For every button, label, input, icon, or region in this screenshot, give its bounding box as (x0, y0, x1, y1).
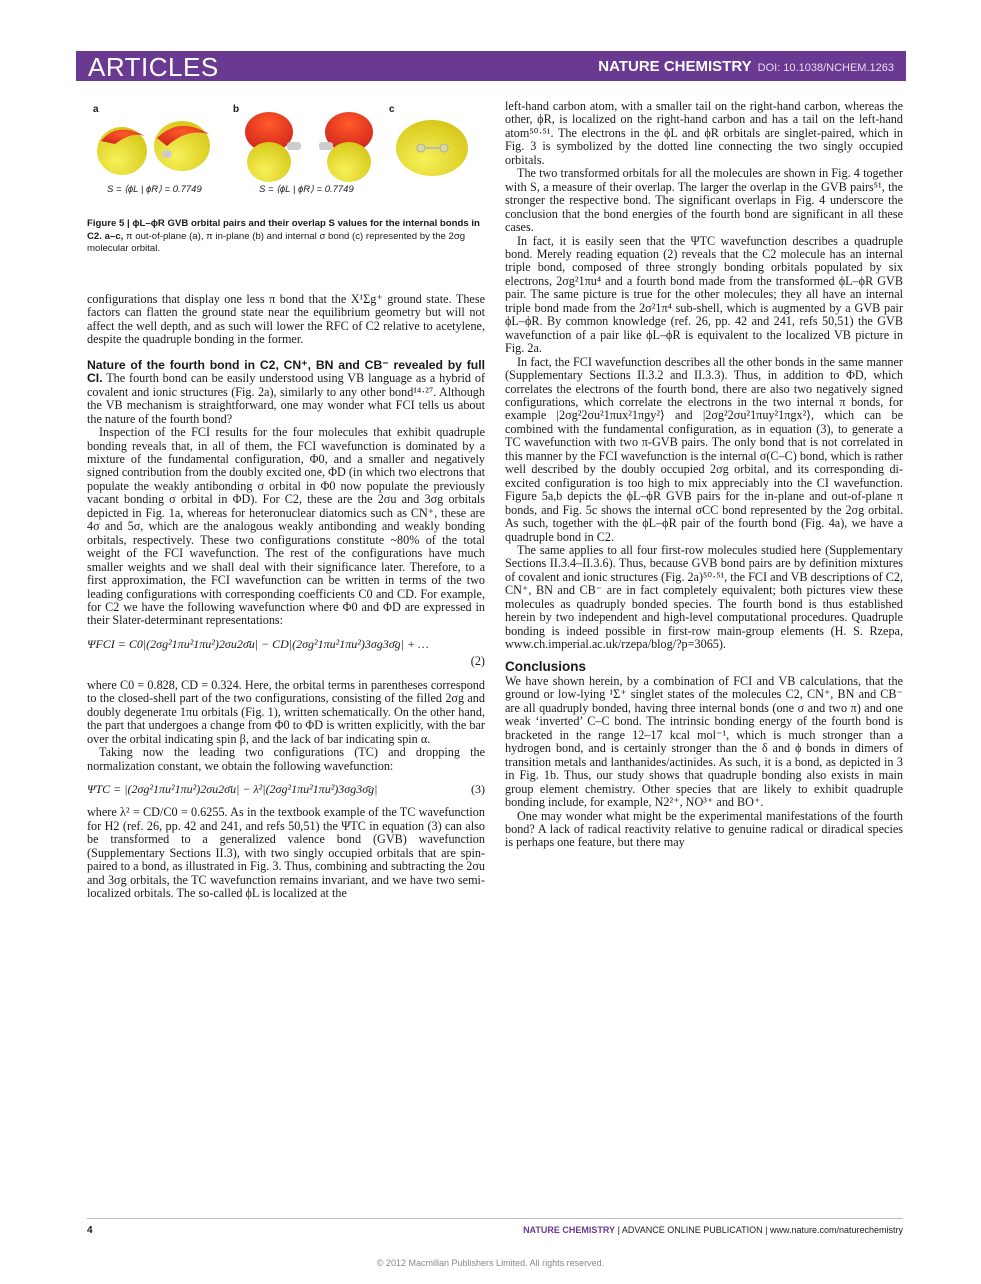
header-banner (76, 51, 906, 81)
orbital-pair-b (245, 112, 373, 182)
paragraph: Inspection of the FCI results for the four molecules that exhibit quadruple bonding reveals that, in all of them, the FCI wavefunction is dominated by a mixture of the fundamental configuration, Φ0, and a smaller and negatively signed contribution from the doubly excited one, ΦD (in which two electrons that populate the weakly antibonding σ orbital in Φ0 now populate the previously vacant bonding σ orbital in ΦD). For C2, these are the 2σu and 3σg orbitals depicted in Fig. 1a, whereas for heteronuclear diatomics such as CN⁺, these are 4σ and 5σ, which are the analogous weakly antibonding and weakly bonding orbitals, respectively. These two configurations constitute ~80% of the total weight of the FCI wavefunction. The rest of the configurations have much smaller weights and we shall deal with their significance later. Therefore, to a first approximation, the FCI wavefunction can be written in terms of the two leading configurations with corresponding coefficients C0 and CD. For example, for C2 we have the following wavefunction where Φ0 and ΦD are expressed in their Slater-determinant representations: (87, 425, 485, 628)
equation-2 (87, 638, 485, 651)
equation-text: ΨFCI = C0|(2σg²1πu²1πu²)2σu2σ̄u| − CD|(2σg²1πu²1πu²)3σg3σ̄g| + … (87, 636, 429, 651)
section-heading: Conclusions (505, 658, 587, 674)
paragraph: where C0 = 0.828, CD = 0.324. Here, the orbital terms in parentheses correspond to the closed-shell part of the two configurations, consisting of the filled 2σg and doubly degenerate 1πu orbitals (Fig. 1), written schematically. On the other hand, the part that undergoes a change from Φ0 to ΦD is written explicitly, with the bar over the orbital indicating spin β, and the lack of bar indicating spin α. (87, 677, 485, 746)
orbital-pair-a (97, 121, 210, 175)
paragraph: Taking now the leading two configurations (TC) and dropping the normalization constant, we obtain the following wavefunction: (87, 745, 485, 773)
overlap-value-b: S = ⟨ϕL | ϕR⟩ = 0.7749 (259, 184, 354, 195)
paragraph: In fact, the FCI wavefunction describes all the other bonds in the same manner (Supplementary Sections II.3.2 and II.3.3). Thus, in addition to ΦD, which correlates the electrons of the fourth bond, there are also two negatively signed configurations, which correlate the electrons in the two internal π bonds, for example |2σg²2σu²1πux²1πgy²⟩ and |2σg²2σu²1πuy²1πgx²⟩, which can be combined with the fundamental configuration, as in equation (3), to generate a TC wavefunction with two π-GVB pairs. The only bond that is not correlated in this manner by the FCI wavefunction is the internal σ(C–C) bond, which is rather well described by the doubly occupied 2σg orbital, and its corresponding di-excited configuration is too high to mix appreciably into the CI wavefunction. Figure 5a,b depicts the ϕL–ϕR GVB pairs for the in-plane and out-of-plane π bonds, and Fig. 5c shows the internal σCC bond represented by the 2σg orbital. As such, together with the ϕL–ϕR pair of the fourth bond (Fig. 4a), we have a quadruple bond in C2. (505, 354, 903, 544)
paragraph: The same applies to all four first-row molecules studied here (Supplementary Sections II.3.4–II.3.6). Thus, because GVB bond pairs are by definition mixtures of covalent and ionic structures (Fig. 2a)⁵⁰·⁵¹, the FCI and VB descriptions of C2, CN⁺, BN and CB⁻ are in fact completely equivalent; both pictures view these molecules as quadruply bonded species. The fourth bond is thus established herein by two independent and high-level computational procedures. Quadruple bonding is indeed possible in first-row main-group elements (H. S. Rzepa, www.ch.imperial.ac.uk/rzepa/blog/?p=3065). (505, 542, 903, 652)
equation-number: (2) (470, 654, 485, 669)
page-number: 4 (87, 1225, 93, 1236)
journal-name: NATURE CHEMISTRY (598, 58, 752, 75)
paragraph: The two transformed orbitals for all the molecules are shown in Fig. 4 together with S, a measure of their overlap. The larger the overlap in the GVB pairs⁵¹, the stronger the respective bond. The significant overlaps in Fig. 4 underscore the conclusion that the bond energies of the fourth bond are significant in all these cases. (505, 166, 903, 235)
equation-number: (3) (471, 781, 485, 796)
right-column (505, 100, 903, 850)
orbital-images (87, 96, 485, 196)
journal-header (598, 58, 894, 75)
copyright: © 2012 Macmillan Publishers Limited. All rights reserved. (376, 1258, 605, 1268)
footer-journal (523, 1225, 903, 1235)
paragraph: left-hand carbon atom, with a smaller tail on the right-hand carbon, whereas the other, ϕR, is localized on the right-hand carbon and has a tail on the left-hand atom⁵⁰·⁵¹. The electrons in the ϕL and ϕR orbitals are singlet-paired, which in Fig. 3 is symbolized by the dotted line connecting the two singly occupied orbitals. (505, 99, 903, 167)
paragraph: In fact, it is easily seen that the ΨTC wavefunction describes a quadruple bond. Merely reading equation (2) reveals that the C2 molecule has an internal triple bond, composed of three strongly bonding orbitals populated by six electrons, 2σg²1πu⁴ and a fourth bond made from the transformed ϕL–ϕR GVB pair. The same picture is true for the other molecules; they all have an internal triple bond made from the 2σ²1π⁴ sub-shell, which is augmented by a GVB pair ϕL–ϕR. By common knowledge (ref. 26, pp. 42 and 241, refs 50,51) the GVB wavefunction of a pair like ϕL–ϕR is equivalent to the localized VB picture in Fig. 2a. (505, 233, 903, 356)
doi-label: DOI: 10.1038/NCHEM.1263 (757, 62, 894, 74)
orbital-sigma-c (396, 120, 468, 176)
equation-3 (87, 783, 485, 796)
paragraph: configurations that display one less π bond that the X¹Σg⁺ ground state. These factors can flatten the ground state near the equilibrium geometry but will not affect the well depth, and as such will lower the RFC of C2 relative to acetylene, despite the quadruple bonding in the former. (87, 292, 485, 347)
caption-text: π out-of-plane (a), π in-plane (b) and internal σ bond (c) represented by the 2σg molecular orbital. (87, 230, 466, 254)
footer-rule (87, 1218, 903, 1219)
paragraph-text: The fourth bond can be easily understood using VB language as a hybrid of covalent and ionic structures (Fig. 2a), similarly to any other bond¹⁴·²⁷. Although the VB mechanism is straightforward, one may wonder what FCI tells us about the nature of the fourth bond? (87, 371, 485, 426)
paragraph: One may wonder what might be the experimental manifestations of the fourth bond? A lack of radical reactivity relative to genuine radical or diradical species is perhaps one feature, but there may (505, 808, 903, 850)
paragraph: where λ² = CD/C0 = 0.6255. As in the textbook example of the TC wavefunction for H2 (ref. 26, pp. 42 and 241, and refs 50,51) the ΨTC in equation (3) can also be transformed to a generalized valence bond (GVB) wavefunction (Supplementary Sections II.3), with two singly occupied orbitals that are spin-paired to a bond, as illustrated in Fig. 3. Thus, combining and subtracting the 2σu and 3σg orbitals, the TC wavefunction remains invariant, and we have two semi-localized orbitals. The so-called ϕL is localized at the (87, 805, 485, 901)
paragraph (87, 359, 485, 426)
footer-info: | ADVANCE ONLINE PUBLICATION | www.nature.com/naturechemistry (615, 1225, 903, 1235)
left-column (87, 293, 485, 901)
footer-journal-name: NATURE CHEMISTRY (523, 1225, 616, 1235)
panel-a-label: a (93, 104, 99, 115)
overlap-value-a: S = ⟨ϕL | ϕR⟩ = 0.7749 (107, 184, 202, 195)
section-label: ARTICLES (88, 52, 219, 82)
subheading: Nature of the fourth bond in C2, CN⁺, BN and CB⁻ revealed by full CI. (87, 357, 485, 386)
panel-b-label: b (233, 104, 240, 115)
figure-caption (87, 218, 485, 256)
paragraph: We have shown herein, by a combination of FCI and VB calculations, that the ground or low-lying ¹Σ⁺ singlet states of the molecules C2, CN⁺, BN and CB⁻ are all quadruply bonded, having three internal bonds (one σ and two π) and one weak ‘inverted’ C–C bond. The intrinsic bonding energy of the fourth bond is bracketed in the range 12–17 kcal mol⁻¹, which is much stronger than a hydrogen bond, and is certainly stronger than the δ and ϕ bonds in dimers of transition metals and lanthanides/actinides. As such, it is a bond, as depicted in 3 in Fig. 1b. Thus, our study shows that quadruple bonding also exists in main group element chemistry. Other species that are likely to exhibit quadruple bonding include, for example, N2²⁺, NO³⁺ and BO⁺. (505, 674, 903, 810)
caption-label: Figure 5 | ϕL–ϕR GVB orbital pairs and their overlap S values for the internal bonds in C2. a–c, (87, 218, 480, 242)
equation-text: ΨTC = |(2σg²1πu²1πu²)2σu2σ̄u| − λ²|(2σg²1πu²1πu²)3σg3σ̄g| (87, 781, 378, 796)
panel-c-label: c (389, 104, 395, 115)
